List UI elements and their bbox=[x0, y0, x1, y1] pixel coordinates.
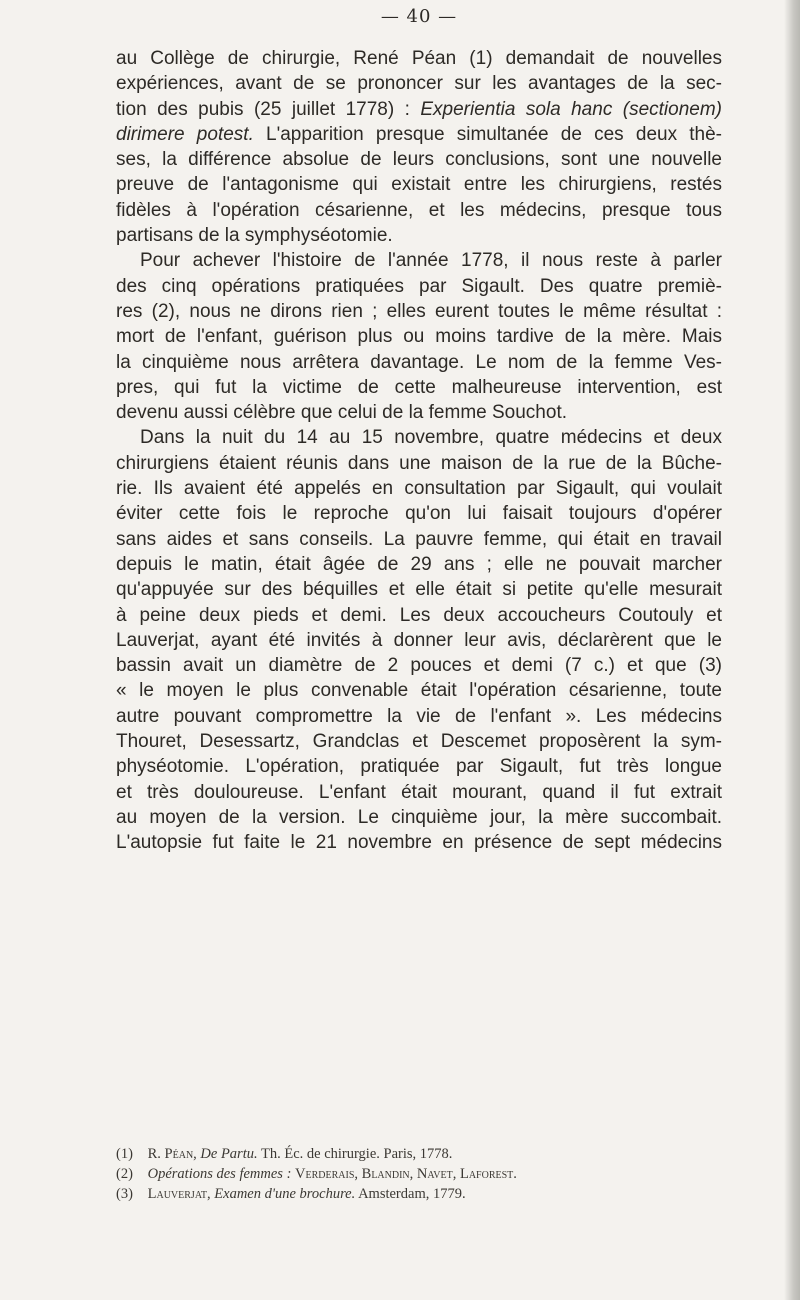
text-line: pres, qui fut la victime de cette malheureuse intervention, est bbox=[116, 376, 722, 398]
footnote-author: Lauverjat, bbox=[147, 1186, 211, 1202]
text-line: chirurgiens étaient réunis dans une maison de la rue de la Bûche- bbox=[116, 452, 722, 474]
text-line: la cinquième nous arrêtera davantage. Le nom de la femme Ves- bbox=[116, 351, 722, 373]
paragraph bbox=[116, 46, 722, 248]
footnote-details: Verderais, Blandin, Navet, Laforest. bbox=[295, 1166, 517, 1182]
text-line: Lauverjat, ayant été invités à donner leur avis, déclarèrent que le bbox=[116, 629, 722, 651]
footnote-title: Examen d'une brochure. bbox=[214, 1186, 356, 1202]
footnote-title: De Partu. bbox=[200, 1146, 258, 1162]
paragraph bbox=[116, 425, 722, 855]
footnotes bbox=[116, 1144, 722, 1204]
text-line: qu'appuyée sur des béquilles et elle était si petite qu'elle mesurait bbox=[116, 579, 722, 601]
text-line: dirimere potest. L'apparition presque simultanée de ces deux thè- bbox=[116, 123, 722, 145]
text-line: Thouret, Desessartz, Grandclas et Descemet proposèrent la sym- bbox=[116, 731, 722, 753]
text-line: depuis le matin, était âgée de 29 ans ; elle ne pouvait marcher bbox=[116, 553, 722, 575]
text-line: fidèles à l'opération césarienne, et les médecins, presque tous bbox=[116, 199, 722, 221]
text-line: res (2), nous ne dirons rien ; elles eurent toutes le même résultat : bbox=[116, 300, 722, 322]
footnote-author: R. Péan, bbox=[147, 1146, 197, 1162]
footnote bbox=[116, 1144, 722, 1164]
text-line: « le moyen le plus convenable était l'opération césarienne, toute bbox=[116, 680, 722, 702]
footnote-number: (1) bbox=[116, 1146, 133, 1162]
footnote-details: Th. Éc. de chirurgie. Paris, 1778. bbox=[260, 1146, 453, 1162]
text-line: ses, la différence absolue de leurs conclusions, sont une nouvelle bbox=[116, 149, 722, 171]
footnote-details: Amsterdam, 1779. bbox=[358, 1186, 466, 1202]
text-line: et très douloureuse. L'enfant était mourant, quand il fut extrait bbox=[116, 781, 722, 803]
book-page bbox=[116, 0, 722, 1300]
main-text bbox=[116, 46, 722, 856]
text-line: bassin avait un diamètre de 2 pouces et demi (7 c.) et que (3) bbox=[116, 655, 722, 677]
text-line: physéotomie. L'opération, pratiquée par Sigault, fut très longue bbox=[116, 756, 722, 778]
page-edge bbox=[784, 0, 800, 1300]
text-line: Pour achever l'histoire de l'année 1778, il nous reste à parler bbox=[140, 250, 722, 272]
text-line: des cinq opérations pratiquées par Sigault. Des quatre premiè- bbox=[116, 275, 722, 297]
footnote-number: (3) bbox=[116, 1186, 133, 1202]
paragraph bbox=[116, 248, 722, 425]
text-line: éviter cette fois le reproche qu'on lui faisait toujours d'opérer bbox=[116, 503, 722, 525]
text-line: rie. Ils avaient été appelés en consultation par Sigault, qui voulait bbox=[116, 478, 722, 500]
footnote-title: Opérations des femmes : bbox=[147, 1166, 292, 1182]
text-line: expériences, avant de se prononcer sur les avantages de la sec- bbox=[116, 73, 722, 95]
text-line: sans aides et sans conseils. La pauvre femme, qui était en travail bbox=[116, 528, 722, 550]
text-line: à peine deux pieds et demi. Les deux accoucheurs Coutouly et bbox=[116, 604, 722, 626]
text-line: mort de l'enfant, guérison plus ou moins tardive de la mère. Mais bbox=[116, 326, 722, 348]
text-line: preuve de l'antagonisme qui existait entre les chirurgiens, restés bbox=[116, 174, 722, 196]
text-line: tion des pubis (25 juillet 1778) : Experientia sola hanc (sectionem) bbox=[116, 98, 722, 120]
text-line: au Collège de chirurgie, René Péan (1) demandait de nouvelles bbox=[116, 48, 722, 69]
text-line: partisans de la symphyséotomie. bbox=[116, 225, 393, 247]
footnote bbox=[116, 1164, 722, 1184]
text-line: devenu aussi célèbre que celui de la femme Souchot. bbox=[116, 402, 567, 424]
page-number: — 40 — bbox=[380, 6, 458, 27]
text-line: L'autopsie fut faite le 21 novembre en présence de sept médecins bbox=[116, 832, 722, 854]
text-line: Dans la nuit du 14 au 15 novembre, quatre médecins et deux bbox=[140, 427, 722, 449]
footnote bbox=[116, 1184, 722, 1204]
footnote-number: (2) bbox=[116, 1166, 133, 1182]
text-line: au moyen de la version. Le cinquième jour, la mère succombait. bbox=[116, 806, 722, 828]
text-line: autre pouvant compromettre la vie de l'enfant ». Les médecins bbox=[116, 705, 722, 727]
